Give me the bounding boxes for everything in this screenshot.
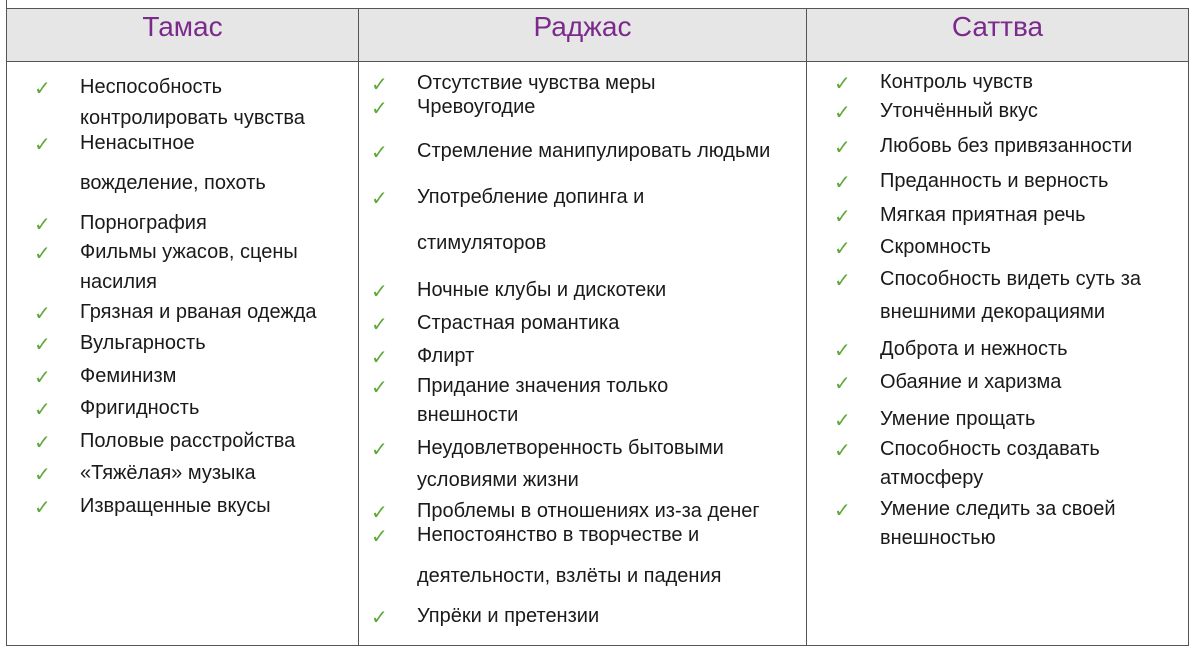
list-item-text: Неудовлетворенность бытовыми bbox=[417, 437, 724, 459]
list-item-text: Феминизм bbox=[80, 365, 177, 387]
list-item-text: Чревоугодие bbox=[417, 96, 536, 118]
list-item-text: Непостоянство в творчестве и bbox=[417, 524, 700, 546]
checkmark-icon: ✓ bbox=[371, 279, 388, 303]
list-item-text: Проблемы в отношениях из-за денег bbox=[417, 500, 760, 522]
checkmark-icon: ✓ bbox=[371, 186, 388, 210]
list-item-text: Обаяние и харизма bbox=[880, 371, 1062, 393]
list-item-text: Грязная и рваная одежда bbox=[80, 301, 317, 323]
list-item-text: Ненасытное bbox=[80, 132, 195, 154]
list-item-text: Контроль чувств bbox=[880, 71, 1034, 93]
list-item-text: стимуляторов bbox=[417, 232, 547, 254]
list-item-text: внешними декорациями bbox=[880, 301, 1106, 323]
column-divider bbox=[358, 9, 359, 645]
list-item-text: Способность создавать bbox=[880, 438, 1100, 460]
checkmark-icon: ✓ bbox=[371, 437, 388, 461]
list-item-text: Любовь без привязанности bbox=[880, 135, 1133, 157]
checkmark-icon: ✓ bbox=[34, 365, 51, 389]
list-item-text: Вульгарность bbox=[80, 332, 206, 354]
list-item-text: Половые расстройства bbox=[80, 430, 296, 452]
list-item-text: Фильмы ужасов, сцены bbox=[80, 241, 298, 263]
checkmark-icon: ✓ bbox=[34, 495, 51, 519]
list-item-text: внешности bbox=[417, 404, 519, 426]
checkmark-icon: ✓ bbox=[834, 71, 851, 95]
list-item-text: Умение прощать bbox=[880, 408, 1036, 430]
list-item-text: Доброта и нежность bbox=[880, 338, 1068, 360]
list-item-text: Отсутствие чувства меры bbox=[417, 72, 656, 94]
checkmark-icon: ✓ bbox=[834, 338, 851, 362]
list-item-text: «Тяжёлая» музыка bbox=[80, 462, 256, 484]
checkmark-icon: ✓ bbox=[371, 375, 388, 399]
header-rajas: Раджас bbox=[533, 11, 632, 42]
list-item-text: Стремление манипулировать людьми bbox=[417, 140, 771, 162]
checkmark-icon: ✓ bbox=[834, 268, 851, 292]
list-item-text: вожделение, похоть bbox=[80, 172, 266, 194]
checkmark-icon: ✓ bbox=[371, 72, 388, 96]
checkmark-icon: ✓ bbox=[371, 524, 388, 548]
checkmark-icon: ✓ bbox=[34, 397, 51, 421]
checkmark-icon: ✓ bbox=[834, 135, 851, 159]
checkmark-icon: ✓ bbox=[834, 170, 851, 194]
header-sattva: Саттва bbox=[951, 11, 1044, 42]
checkmark-icon: ✓ bbox=[34, 241, 51, 265]
checkmark-icon: ✓ bbox=[834, 498, 851, 522]
header-tamas: Тамас bbox=[142, 11, 223, 42]
list-item-text: Скромность bbox=[880, 236, 991, 258]
checkmark-icon: ✓ bbox=[834, 236, 851, 260]
checkmark-icon: ✓ bbox=[371, 312, 388, 336]
checkmark-icon: ✓ bbox=[34, 332, 51, 356]
checkmark-icon: ✓ bbox=[34, 462, 51, 486]
list-item-text: внешностью bbox=[880, 527, 996, 549]
list-item-text: условиями жизни bbox=[417, 469, 579, 491]
list-item-text: Упрёки и претензии bbox=[417, 605, 600, 627]
checkmark-icon: ✓ bbox=[834, 371, 851, 395]
list-item-text: Фригидность bbox=[80, 397, 200, 419]
list-item-text: Умение следить за своей bbox=[880, 498, 1116, 520]
list-item-text: Флирт bbox=[417, 345, 475, 367]
checkmark-icon: ✓ bbox=[834, 408, 851, 432]
list-item-text: деятельности, взлёты и падения bbox=[417, 565, 722, 587]
checkmark-icon: ✓ bbox=[34, 212, 51, 236]
checkmark-icon: ✓ bbox=[371, 500, 388, 524]
list-item-text: Ночные клубы и дискотеки bbox=[417, 279, 667, 301]
list-item-text: Мягкая приятная речь bbox=[880, 204, 1086, 226]
checkmark-icon: ✓ bbox=[371, 140, 388, 164]
guna-table bbox=[6, 8, 1189, 646]
list-item-text: Употребление допинга и bbox=[417, 186, 645, 208]
list-item-text: Способность видеть суть за bbox=[880, 268, 1141, 290]
list-item-text: Неспособность bbox=[80, 76, 223, 98]
checkmark-icon: ✓ bbox=[834, 438, 851, 462]
list-item-text: Извращенные вкусы bbox=[80, 495, 271, 517]
list-item-text: контролировать чувства bbox=[80, 107, 305, 129]
checkmark-icon: ✓ bbox=[834, 204, 851, 228]
checkmark-icon: ✓ bbox=[834, 100, 851, 124]
list-item-text: насилия bbox=[80, 271, 158, 293]
list-item-text: Преданность и верность bbox=[880, 170, 1109, 192]
checkmark-icon: ✓ bbox=[34, 430, 51, 454]
list-item-text: атмосферу bbox=[880, 467, 984, 489]
checkmark-icon: ✓ bbox=[371, 605, 388, 629]
list-item-text: Страстная романтика bbox=[417, 312, 620, 334]
list-item-text: Порнография bbox=[80, 212, 207, 234]
checkmark-icon: ✓ bbox=[34, 76, 51, 100]
checkmark-icon: ✓ bbox=[371, 96, 388, 120]
list-item-text: Придание значения только bbox=[417, 375, 669, 397]
checkmark-icon: ✓ bbox=[34, 301, 51, 325]
checkmark-icon: ✓ bbox=[34, 132, 51, 156]
checkmark-icon: ✓ bbox=[371, 345, 388, 369]
column-divider bbox=[806, 9, 807, 645]
list-item-text: Утончённый вкус bbox=[880, 100, 1038, 122]
